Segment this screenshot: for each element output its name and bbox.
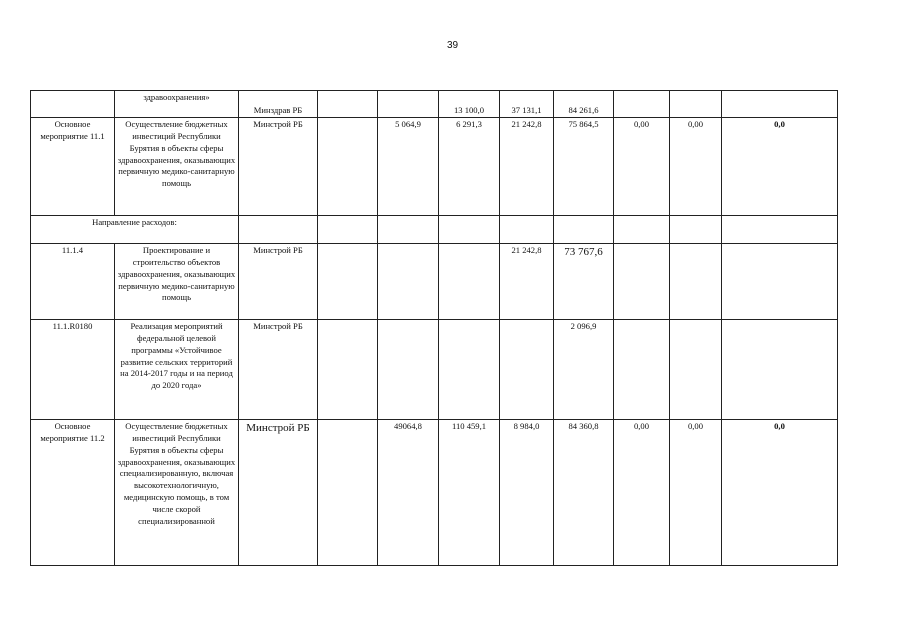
- row-value-1: [318, 244, 378, 320]
- row-value-6: 0,00: [614, 420, 670, 566]
- row-value-2: [378, 91, 439, 118]
- row-value-5: 84 261,6: [554, 91, 614, 118]
- row-name: Реализация мероприятий федеральной целевой программы «Устойчивое развитие сельских территорий на 2014-2017 годы и на период до 2020 года»: [115, 320, 239, 420]
- table-row: [31, 320, 838, 420]
- table-row: [31, 118, 838, 216]
- row-executor: Минстрой РБ: [239, 320, 318, 420]
- table-row: [31, 244, 838, 320]
- row-value-5: 73 767,6: [554, 244, 614, 320]
- row-code: 11.1.R0180: [31, 320, 115, 420]
- row-value-1: [318, 91, 378, 118]
- row-value-7: [670, 244, 722, 320]
- row-value-7: 0,00: [670, 420, 722, 566]
- row-value-5: 2 096,9: [554, 320, 614, 420]
- row-value-3: 6 291,3: [439, 118, 500, 216]
- row-value-3: 110 459,1: [439, 420, 500, 566]
- section-row: [31, 216, 838, 244]
- row-value-7: [670, 91, 722, 118]
- row-code: [31, 91, 115, 118]
- row-value-5: 84 360,8: [554, 420, 614, 566]
- row-value-6: 0,00: [614, 118, 670, 216]
- row-name: Проектирование и строительство объектов здравоохранения, оказывающих первичную медико-санитарную помощь: [115, 244, 239, 320]
- row-code: 11.1.4: [31, 244, 115, 320]
- page-number: 39: [446, 40, 459, 51]
- row-name: здравоохранения»: [115, 91, 239, 118]
- row-code: Основное мероприятие 11.1: [31, 118, 115, 216]
- row-name: Осуществление бюджетных инвестиций Республики Бурятия в объекты сферы здравоохранения, оказывающих специализированную, включая высокотехнологичную, медицинскую помощь, в том числе скорой специализированной: [115, 420, 239, 566]
- row-value-8: [722, 91, 838, 118]
- row-value-6: [614, 244, 670, 320]
- section-label: Направление расходов:: [31, 216, 239, 244]
- row-value-2: 49064,8: [378, 420, 439, 566]
- row-value-2: [378, 244, 439, 320]
- row-name: Осуществление бюджетных инвестиций Республики Бурятия в объекты сферы здравоохранения, оказывающих первичную медико-санитарную помощь: [115, 118, 239, 216]
- table-row: [31, 420, 838, 566]
- row-value-1: [318, 118, 378, 216]
- row-executor: Минстрой РБ: [239, 244, 318, 320]
- row-value-4: 37 131,1: [500, 91, 554, 118]
- row-value-3: 13 100,0: [439, 91, 500, 118]
- row-value-8: [722, 244, 838, 320]
- row-value-7: [670, 320, 722, 420]
- row-value-8: 0,0: [722, 118, 838, 216]
- table-row: [31, 91, 838, 118]
- row-executor: Минздрав РБ: [239, 91, 318, 118]
- row-value-4: 21 242,8: [500, 244, 554, 320]
- row-value-6: [614, 91, 670, 118]
- row-value-7: 0,00: [670, 118, 722, 216]
- row-executor: Минстрой РБ: [239, 118, 318, 216]
- row-value-2: 5 064,9: [378, 118, 439, 216]
- row-value-1: [318, 420, 378, 566]
- row-value-4: 21 242,8: [500, 118, 554, 216]
- row-value-4: 8 984,0: [500, 420, 554, 566]
- row-value-2: [378, 320, 439, 420]
- row-executor: Минстрой РБ: [239, 420, 318, 566]
- program-table: [30, 90, 838, 566]
- row-value-1: [318, 320, 378, 420]
- row-value-3: [439, 244, 500, 320]
- row-code: Основное мероприятие 11.2: [31, 420, 115, 566]
- row-value-5: 75 864,5: [554, 118, 614, 216]
- row-value-3: [439, 320, 500, 420]
- row-value-8: 0,0: [722, 420, 838, 566]
- row-value-4: [500, 320, 554, 420]
- row-value-8: [722, 320, 838, 420]
- row-value-6: [614, 320, 670, 420]
